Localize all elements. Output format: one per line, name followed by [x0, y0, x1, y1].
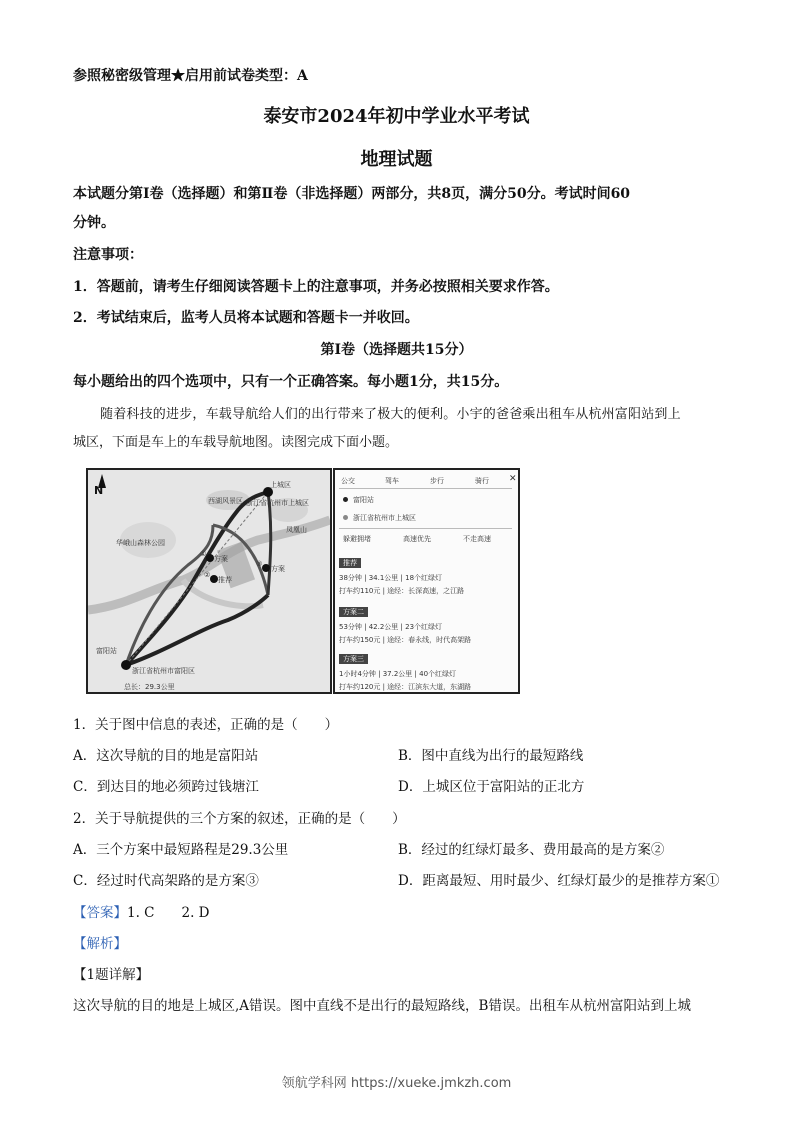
- plan-name: 方案二: [339, 607, 368, 617]
- divider: [339, 528, 512, 529]
- plan-detail: 打车约150元 | 途经：春永线，时代高架路: [339, 636, 472, 644]
- detail-heading: 【1题详解】: [73, 967, 150, 983]
- question-2-option-d: D．距离最短、用时最少、红绿灯最少的是推荐方案①: [398, 873, 720, 889]
- plan-recommended[interactable]: [339, 550, 512, 596]
- route-marker-3: ③: [256, 560, 263, 568]
- question-1-option-d: D．上城区位于富阳站的正北方: [398, 779, 585, 795]
- route-from[interactable]: 富阳站: [353, 496, 374, 504]
- notes-heading: 注意事项：: [73, 247, 143, 263]
- section-instruction: 每小题给出的四个选项中，只有一个正确答案。每小题1分，共15分。: [73, 374, 509, 390]
- answer-label: 【答案】: [73, 905, 127, 921]
- passage-line-2: 城区，下面是车上的车载导航地图。读图完成下面小题。: [73, 435, 399, 450]
- navigation-panel: [333, 468, 520, 694]
- map-label-mountain: 凤凰山: [286, 526, 307, 534]
- option-avoid-traffic[interactable]: 躲避拥堵: [343, 535, 371, 543]
- plan-name: 方案三: [339, 654, 368, 664]
- passage-line-1: 随着科技的进步，车载导航给人们的出行带来了极大的便利。小宇的爸爸乘出租车从杭州富阳站到上: [100, 407, 681, 422]
- plan-detail: 打车约120元 | 途经：江滨东大道，东湖路: [339, 683, 472, 691]
- plan-summary: 53分钟 | 42.2公里 | 23个红绿灯: [339, 623, 443, 631]
- exam-title: 泰安市2024年初中学业水平考试: [263, 106, 530, 127]
- route-marker-2: ②: [204, 571, 211, 579]
- tab-drive[interactable]: 驾车: [385, 477, 399, 485]
- answer-line: [73, 901, 210, 921]
- plan-summary: 38分钟 | 34.1公里 | 18个红绿灯: [339, 574, 443, 582]
- option-highway-first[interactable]: 高速优先: [403, 535, 431, 543]
- question-2-option-b: B．经过的红绿灯最多、费用最高的是方案②: [398, 842, 665, 858]
- tab-ride[interactable]: 骑行: [475, 477, 489, 485]
- question-1-stem: 1．关于图中信息的表述，正确的是（ ）: [73, 717, 339, 733]
- notes-item-1: 1．答题前，请考生仔细阅读答题卡上的注意事项，并务必按照相关要求作答。: [73, 279, 559, 295]
- question-2-stem: 2．关于导航提供的三个方案的叙述，正确的是（ ）: [73, 811, 406, 827]
- analysis-label: 【解析】: [73, 936, 127, 952]
- question-1-option-b: B．图中直线为出行的最短路线: [398, 748, 584, 764]
- divider: [339, 488, 512, 489]
- map-scale-label: 总长：29.3公里: [124, 683, 175, 691]
- navigation-map: [86, 468, 332, 694]
- map-label-destination: 浙江省杭州市上城区: [246, 499, 309, 507]
- footer-watermark[interactable]: 领航学科网 https://xueke.jmkzh.com: [281, 1076, 512, 1091]
- route-label-3: 方案: [271, 565, 285, 573]
- plan-detail: 打车约110元 | 途经：长深高速，之江路: [339, 587, 465, 595]
- map-label-shangcheng: 上城区: [270, 481, 291, 489]
- destination-dot-icon: [343, 515, 348, 520]
- answer-value: 1. C 2. D: [127, 905, 210, 921]
- tab-walk[interactable]: 步行: [430, 477, 444, 485]
- close-icon[interactable]: ✕: [509, 474, 517, 484]
- detail-text: 这次导航的目的地是上城区,A错误。图中直线不是出行的最短路线，B错误。出租车从杭州富阳站到上城: [73, 998, 691, 1014]
- tab-bus[interactable]: 公交: [341, 477, 355, 485]
- map-label-xihu: 西湖风景区: [208, 497, 243, 505]
- plan-name: 推荐: [339, 558, 361, 568]
- map-label-fuyang: 富阳站: [96, 647, 117, 655]
- option-no-highway[interactable]: 不走高速: [463, 535, 491, 543]
- section-title: 第Ⅰ卷（选择题共15分）: [320, 342, 473, 358]
- route-label-2: 推荐: [218, 576, 232, 584]
- question-2-option-a: A．三个方案中最短路程是29.3公里: [73, 842, 289, 858]
- north-arrow-label: N: [94, 484, 104, 497]
- question-1-option-a: A．这次导航的目的地是富阳站: [73, 748, 259, 764]
- route-label-1: 方案: [214, 555, 228, 563]
- map-label-start: 浙江省杭州市富阳区: [132, 667, 195, 675]
- route-to[interactable]: 浙江省杭州市上城区: [353, 514, 416, 522]
- plan-summary: 1小时4分钟 | 37.2公里 | 40个红绿灯: [339, 670, 457, 678]
- question-2-option-c: C．经过时代高架路的是方案③: [73, 873, 259, 889]
- intro-line-2: 分钟。: [73, 215, 115, 231]
- classification-line: 参照秘密级管理★启用前试卷类型：A: [73, 68, 308, 84]
- notes-item-2: 2．考试结束后，监考人员将本试题和答题卡一并收回。: [73, 310, 419, 326]
- plan-two[interactable]: [339, 599, 512, 645]
- subject-title: 地理试题: [360, 149, 433, 170]
- map-label-park: 华峨山森林公园: [116, 539, 165, 547]
- intro-line-1: 本试题分第Ⅰ卷（选择题）和第Ⅱ卷（非选择题）两部分，共8页，满分50分。考试时间60: [73, 186, 631, 202]
- origin-dot-icon: [343, 497, 348, 502]
- route-marker-1: ①: [200, 550, 207, 558]
- plan-three[interactable]: [339, 646, 512, 692]
- question-1-option-c: C．到达目的地必须跨过钱塘江: [73, 779, 259, 795]
